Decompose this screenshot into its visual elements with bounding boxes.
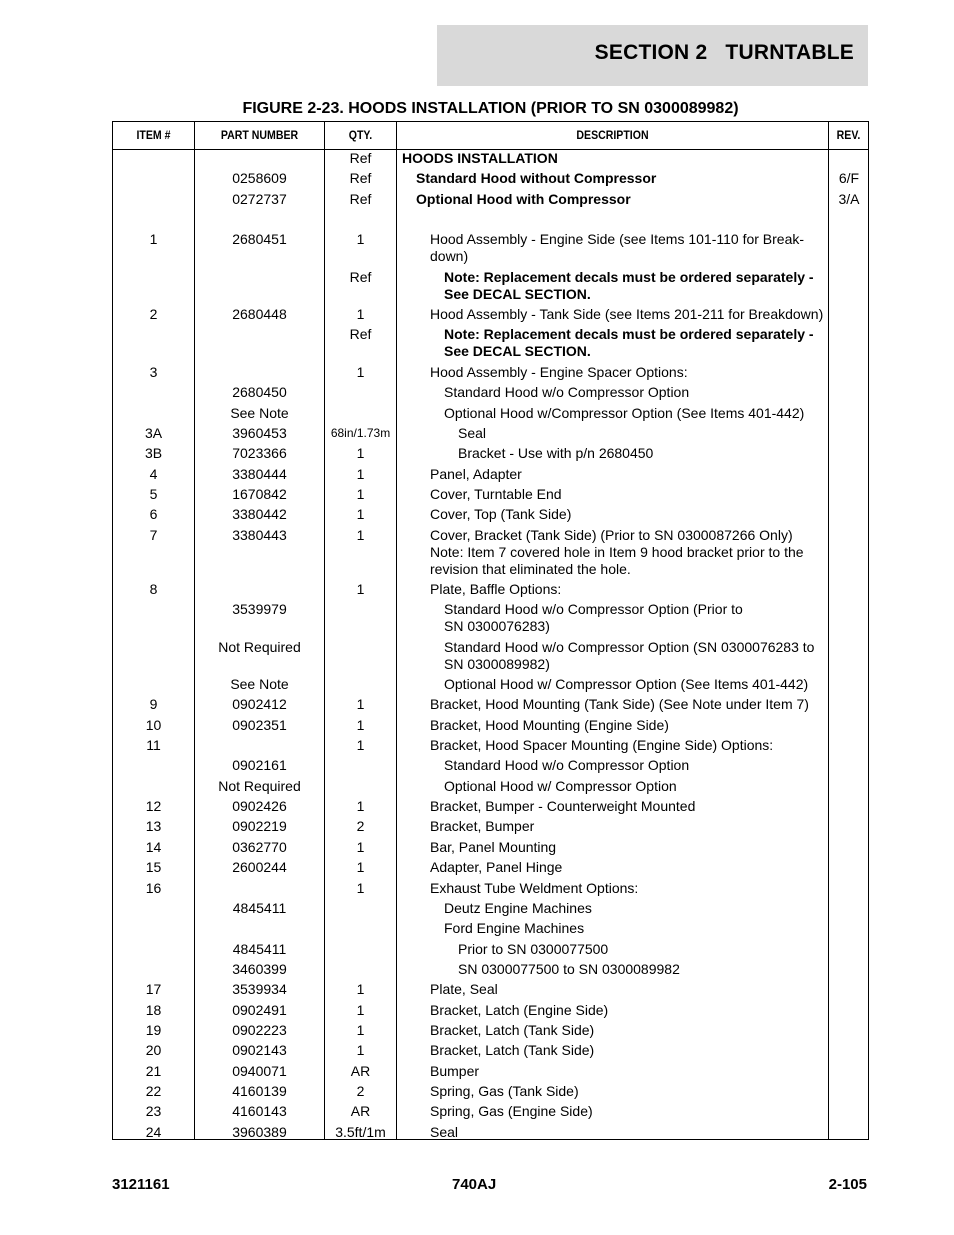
description-cell: Bracket, Bumper [430,818,535,835]
part-number-cell: 2680448 [232,306,287,323]
qty-cell: 1 [356,798,365,815]
part-number-cell: Not Required [218,777,301,794]
description-cell: Optional Hood w/Compressor Option (See Items 401-442) [444,404,805,421]
item-cell: 20 [145,1042,162,1059]
item-cell: 11 [146,737,161,754]
qty-cell: 1 [356,981,365,998]
item-cell: 21 [145,1062,162,1079]
qty-cell: 1 [356,1042,365,1059]
description-cell: Bumper [430,1062,480,1079]
footer-page-number: 2-105 [828,1176,867,1193]
part-number-cell: 2600244 [232,859,287,876]
item-cell: 3A [144,424,163,441]
rev-cell: 3/A [838,190,860,207]
description-cell: Bracket, Latch (Engine Side) [430,1001,609,1018]
description-cell: Standard Hood w/o Compressor Option (Prior to SN 0300076283) [444,601,743,635]
part-number-cell: 3539979 [232,601,287,618]
qty-cell: Ref [349,190,372,207]
qty-cell: 1 [356,526,365,543]
qty-cell: Ref [349,268,372,285]
part-number-cell: 0272737 [232,190,287,207]
qty-cell: 1 [356,696,365,713]
description-cell: Optional Hood w/ Compressor Option (See Items 401-442) [444,676,809,692]
qty-cell: 1 [356,363,365,380]
description-cell: Plate, Baffle Options: [430,580,562,597]
description-cell: Seal [458,424,487,441]
item-cell: 8 [149,580,158,597]
part-number-cell: 0902161 [232,757,287,774]
part-number-cell: 1670842 [232,485,287,502]
description-cell: Optional Hood with Compressor [416,190,631,207]
description-cell: Bracket, Bumper - Counterweight Mounted [430,798,696,815]
qty-cell: 68in/1.73m [330,425,391,440]
item-cell: 19 [145,1021,162,1038]
part-number-cell: 3380444 [232,465,287,482]
description-cell: Standard Hood without Compressor [416,170,657,187]
description-cell: Standard Hood w/o Compressor Option [444,757,690,774]
description-cell: Bracket, Latch (Tank Side) [430,1042,595,1059]
part-number-cell: 0902351 [232,716,287,733]
qty-cell: 1 [356,465,365,482]
description-cell: Exhaust Tube Weldment Options: [430,879,639,896]
part-number-cell: 0902412 [232,696,287,713]
part-number-cell: Not Required [218,638,301,655]
item-cell: 2 [149,306,158,323]
item-cell: 17 [145,981,162,998]
qty-cell: 1 [356,231,365,248]
qty-cell: 1 [356,859,365,876]
description-cell: Bracket, Hood Mounting (Tank Side) (See Note under Item 7) [430,696,809,713]
qty-cell: Ref [349,326,372,343]
description-cell: Deutz Engine Machines [444,899,592,916]
qty-cell: 1 [356,580,365,597]
header-description: DESCRIPTION [576,128,649,142]
qty-cell: 3.5ft/1m [335,1123,386,1140]
description-cell: Plate, Seal [430,981,498,998]
qty-cell: 1 [356,737,365,754]
description-cell: Panel, Adapter [430,465,522,482]
description-cell: SN 0300077500 to SN 0300089982 [458,960,680,977]
item-cell: 15 [145,859,162,876]
description-cell: Standard Hood w/o Compressor Option (SN 0300076283 to SN 0300089982) [444,638,815,672]
description-cell: Note: Replacement decals must be ordered separately - See DECAL SECTION. [444,268,814,302]
qty-cell: 1 [356,1021,365,1038]
part-number-cell: 3960453 [232,424,287,441]
qty-cell: Ref [349,170,372,187]
part-number-cell: 4160143 [232,1103,287,1120]
description-cell: Bracket, Hood Mounting (Engine Side) [430,716,669,733]
qty-cell: Ref [349,150,372,166]
header-item: ITEM # [136,128,171,142]
part-number-cell: 0902491 [232,1001,287,1018]
qty-cell: 1 [356,445,365,462]
description-cell: Hood Assembly - Tank Side (see Items 201-211 for Breakdown) [430,306,824,323]
qty-cell: 1 [356,879,365,896]
section-title: SECTION 2 TURNTABLE [594,41,854,64]
item-cell: 10 [145,716,162,733]
part-number-cell: 3380443 [232,526,287,543]
footer-model: 740AJ [452,1176,497,1193]
part-number-cell: 0902143 [232,1042,287,1059]
part-number-cell: 2680451 [232,231,287,248]
item-cell: 14 [145,838,162,855]
part-number-cell: 0902426 [232,798,287,815]
qty-cell: 1 [356,306,365,323]
part-number-cell: 3539934 [232,981,287,998]
item-cell: 6 [149,506,158,523]
item-cell: 5 [149,485,158,502]
qty-cell: 1 [356,485,365,502]
item-cell: 3B [144,445,163,462]
qty-cell: 1 [356,1001,365,1018]
part-number-cell: See Note [230,676,289,692]
item-cell: 4 [149,465,158,482]
description-cell: Optional Hood w/ Compressor Option [444,777,677,794]
description-cell: Hood Assembly - Engine Spacer Options: [430,363,688,380]
description-cell: Ford Engine Machines [444,920,585,937]
part-number-cell: 3380442 [232,506,287,523]
description-cell: Bracket - Use with p/n 2680450 [458,445,654,462]
description-cell: Seal [430,1123,459,1140]
part-number-cell: 4845411 [232,940,287,957]
part-number-cell: 0362770 [232,838,287,855]
part-number-cell: 0902223 [232,1021,287,1038]
description-cell: Hood Assembly - Engine Side (see Items 101-110 for Break- down) [430,231,805,265]
section-banner [437,25,868,86]
item-cell: 22 [145,1083,162,1099]
description-cell: Spring, Gas (Tank Side) [430,1083,579,1099]
part-number-cell: 0902219 [232,818,287,835]
part-number-cell: 0940071 [232,1062,287,1079]
description-cell: Spring, Gas (Engine Side) [430,1103,593,1120]
description-cell: Bracket, Latch (Tank Side) [430,1021,595,1038]
qty-cell: 1 [356,716,365,733]
item-cell: 1 [149,231,158,248]
description-cell: HOODS INSTALLATION [402,150,558,166]
qty-cell: 1 [356,838,365,855]
item-cell: 16 [145,879,162,896]
description-cell: Cover, Turntable End [430,485,562,502]
description-cell: Note: Replacement decals must be ordered separately - See DECAL SECTION. [444,326,814,360]
item-cell: 3 [149,363,158,380]
figure-title: FIGURE 2-23. HOODS INSTALLATION (PRIOR TO SN 0300089982) [242,100,739,117]
description-cell: Cover, Bracket (Tank Side) (Prior to SN 0300087266 Only) Note: Item 7 covered hole in Item 9 hood bracket prior to the revision that eliminated the hole. [430,526,804,577]
item-cell: 7 [149,526,158,543]
description-cell: Adapter, Panel Hinge [430,859,563,876]
description-cell: Standard Hood w/o Compressor Option [444,384,690,401]
part-number-cell: 4845411 [232,899,287,916]
qty-cell: 2 [356,818,365,835]
item-cell: 18 [145,1001,162,1018]
qty-cell: 2 [356,1083,365,1099]
description-cell: Prior to SN 0300077500 [458,940,609,957]
item-cell: 23 [145,1103,162,1120]
description-cell: Bar, Panel Mounting [430,838,557,855]
rev-cell: 6/F [838,170,860,187]
qty-cell: AR [350,1103,371,1120]
part-number-cell: 0258609 [232,170,287,187]
parts-table [112,121,869,1140]
part-number-cell: 2680450 [232,384,287,401]
item-cell: 13 [145,818,162,835]
part-number-cell: 7023366 [232,445,287,462]
part-number-cell: See Note [230,404,289,421]
item-cell: 12 [145,798,162,815]
part-number-cell: 4160139 [232,1083,287,1099]
header-qty: QTY. [348,128,373,142]
part-number-cell: 3460399 [232,960,287,977]
qty-cell: 1 [356,506,365,523]
footer-doc-number: 3121161 [112,1176,170,1193]
description-cell: Cover, Top (Tank Side) [430,506,572,523]
header-rev: REV. [836,128,861,142]
header-part-number: PART NUMBER [220,128,299,142]
item-cell: 24 [145,1123,162,1140]
part-number-cell: 3960389 [232,1123,287,1140]
qty-cell: AR [350,1062,371,1079]
item-cell: 9 [149,696,158,713]
table-body [113,150,868,1138]
description-cell: Bracket, Hood Spacer Mounting (Engine Side) Options: [430,737,774,754]
